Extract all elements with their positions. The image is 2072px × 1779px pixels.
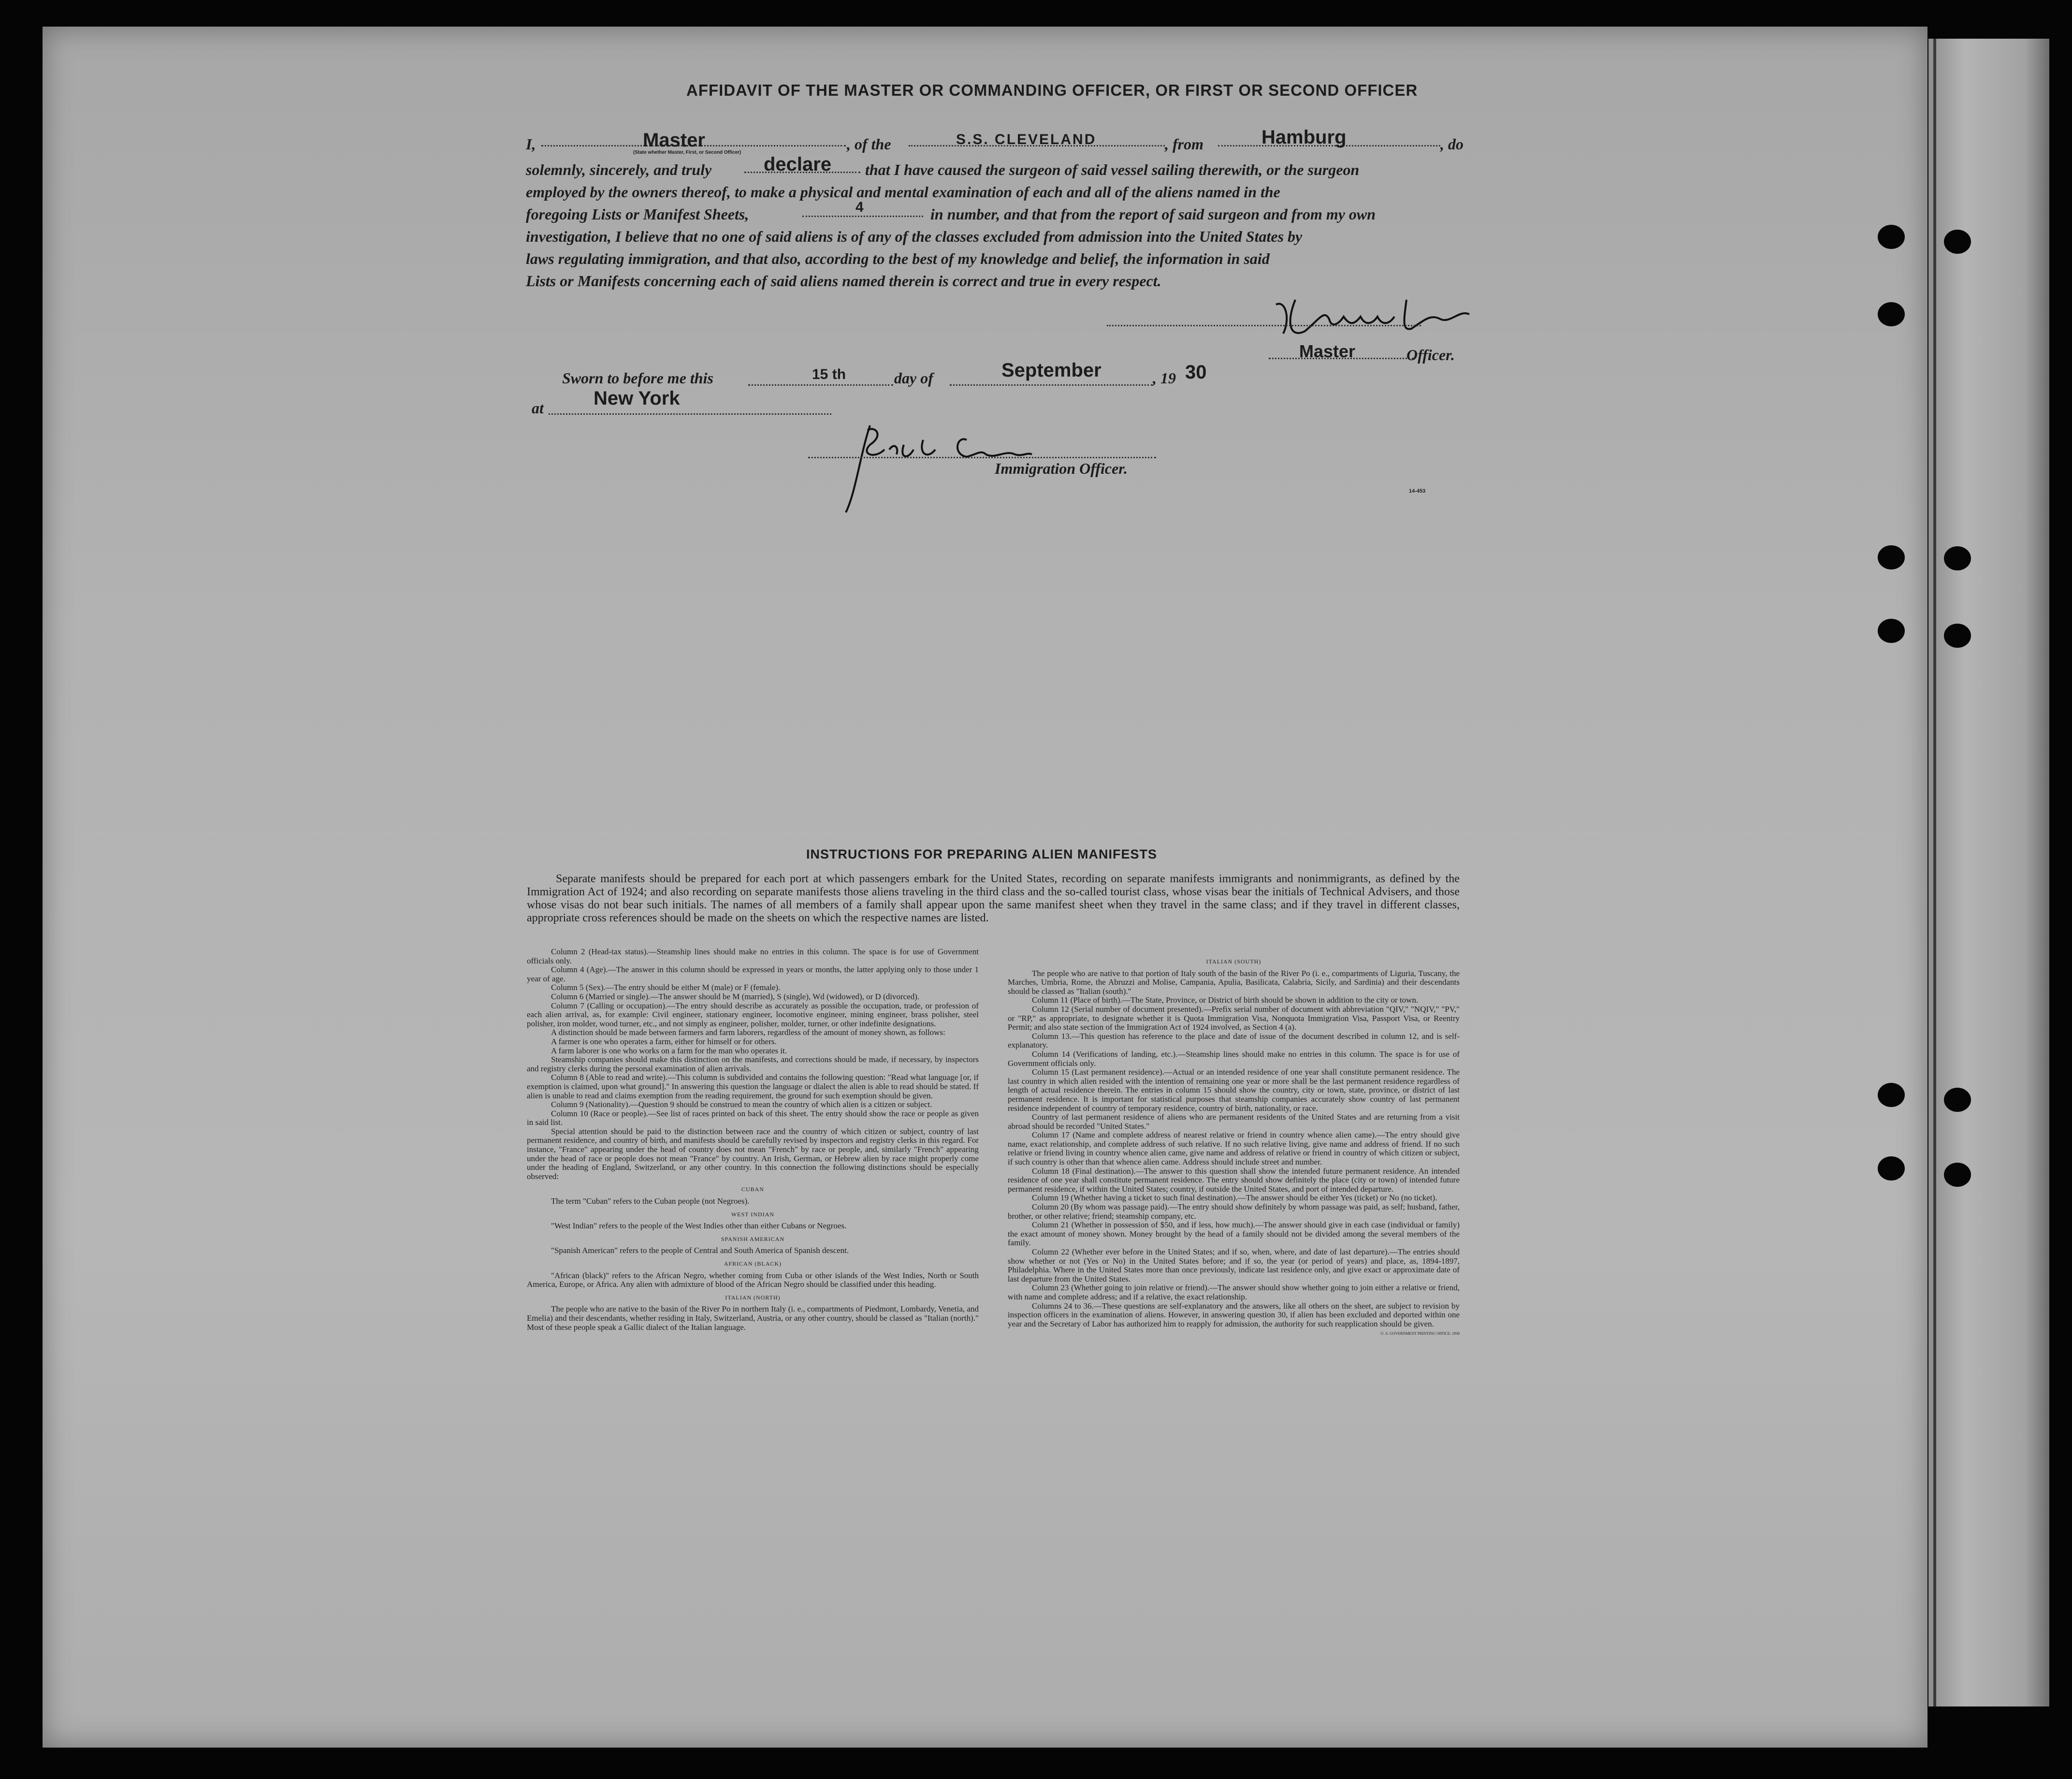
west-indian-text: "West Indian" refers to the people of the West Indies other than either Cubans or Negroes. (551, 1221, 847, 1231)
do-label: , do (1440, 135, 1463, 153)
instruction-paragraph: Country of last permanent residence of aliens who are permanent residents of the United States and are returning from a visit abroad should be recorded "United States." (1008, 1112, 1460, 1131)
instruction-paragraph: Column 10 (Race or people).—See list of races printed on back of this sheet. The entry should show the race or people as given in said list. (527, 1108, 979, 1127)
instruction-paragraph: Column 19 (Whether having a ticket to such final destination).—The answer should be either Yes (ticket) or No (no ticket). (1032, 1193, 1437, 1203)
officer-rank: Master (1299, 341, 1356, 361)
of-the-label: , of the (847, 135, 891, 153)
officer-line (1107, 325, 1421, 326)
instruction-paragraph: Column 9 (Nationality).—Question 9 should be construed to mean the country of which alien is a citizen or subject. (551, 1100, 932, 1109)
printer-imprint: U. S. GOVERNMENT PRINTING OFFICE: 1930 (1380, 1331, 1460, 1336)
instruction-paragraph: Column 15 (Last permanent residence).—Actual or an intended residence of one year shall constitute permanent residence. The last country in which alien resided with the intention of remaining one year or more shall be the last permanent residence regardless of length of actual residence therein. The entries in column 15 should show the country, city or town, state, province, or district of last permanent residence. It is important for statistical purposes that steamship companies accurately show country of last permanent residence independent of country of temporary residence, country of birth, nationality, or race. (1008, 1067, 1460, 1113)
punch-hole (1878, 545, 1905, 569)
master-signature (1266, 290, 1479, 348)
sworn-day: 15 th (812, 366, 846, 382)
instructions-title: INSTRUCTIONS FOR PREPARING ALIEN MANIFESTS (806, 847, 1158, 861)
day-of-label: day of (894, 369, 933, 387)
immigration-officer-label: Immigration Officer. (995, 460, 1128, 477)
rank-value: Master (643, 130, 705, 151)
instruction-paragraph: A farm laborer is one who works on a farm for the man who operates it. (551, 1046, 787, 1055)
binding-edge (1933, 39, 1936, 1706)
at-label: at (532, 399, 544, 417)
form-number: 14-453 (1409, 488, 1426, 494)
sworn-month: September (1001, 360, 1101, 381)
instruction-paragraph: Column 20 (By whom was passage paid).—The entry should show definitely by whom passage was paid, as self; husband, father, brother, or other relative; friend; steamship company, etc. (1008, 1202, 1460, 1221)
ship-name: S.S. CLEVELAND (956, 131, 1097, 147)
day-line (748, 384, 893, 386)
instruction-paragraph: Column 8 (Able to read and write).—This column is subdivided and contains the following question: "Read what language [or, if exemption is claimed, upon what ground]." In answering this question the language or dialect the alien is able to read should be stated. If alien is unable to read and claims exemption from the reading requirement, the ground for such exemption should be given. (527, 1073, 979, 1100)
declare-value: declare (764, 154, 832, 175)
instruction-paragraph: Column 7 (Calling or occupation).—The entry should describe as accurately as possible the occupation, trade, or profession of each alien arrival, as, for example: Civil engineer, stationary engineer, locomotive engineer, mining engineer, brass polisher, steel polisher, iron molder, wood turner, etc., and not simply as engineer, polisher, molder, turner, or other indefinite designations. (527, 1001, 979, 1028)
sheets-line (802, 216, 923, 217)
instruction-paragraph: A farmer is one who operates a farm, either for himself or for others. (551, 1036, 777, 1046)
affidavit-text-3b: in number, and that from the report of said surgeon and from my own (930, 205, 1376, 223)
affidavit-text-4: investigation, I believe that no one of said aliens is of any of the classes excluded from admission into the United States by (526, 228, 1303, 245)
sworn-place: New York (594, 388, 680, 409)
punch-hole (1944, 230, 1971, 254)
instruction-paragraph: Column 14 (Verifications of landing, etc.).—Steamship lines should make no entries in this column. The space is for use of Government officials only. (1008, 1049, 1460, 1068)
punch-hole (1878, 1083, 1905, 1107)
sworn-year: 30 (1185, 362, 1207, 383)
punch-hole (1878, 619, 1905, 643)
punch-hole (1878, 1156, 1905, 1181)
affidavit-text-1: that I have caused the surgeon of said vessel sailing therewith, or the surgeon (865, 161, 1360, 178)
instruction-paragraph: Column 6 (Married or single).—The answer should be M (married), S (single), Wd (widowed), or D (divorced). (551, 992, 920, 1001)
instruction-paragraph: Column 18 (Final destination).—The answer to this question shall show the intended future permanent residence. An intended residence of one year shall constitute permanent residence. The entry should show definitely the place (city or town) of intended future permanent residence, if within the United States; country, if outside the United States, and port of intended departure. (1008, 1166, 1460, 1194)
month-line (950, 384, 1153, 386)
spanish-american-text: "Spanish American" refers to the people of Central and South America of Spanish descent. (551, 1246, 849, 1255)
african-heading: AFRICAN (BLACK) (724, 1260, 782, 1267)
instruction-paragraph: Columns 24 to 36.—These questions are self-explanatory and the answers, like all others on the sheet, are subject to revision by inspection officers in the examination of aliens. However, in answering question 30, if alien has been excluded and deported within one year and the Secretary of Labor has authorized him to reapply for admission, the authority for such reapplication should be given. (1008, 1301, 1460, 1328)
i-label: I, (526, 135, 536, 153)
instruction-paragraph: A distinction should be made between farmers and farm laborers, regardless of the amount of money shown, as follows: (551, 1028, 945, 1037)
affidavit-text-5: laws regulating immigration, and that also, according to the best of my knowledge and belief, the information in said (526, 250, 1270, 267)
punch-hole (1944, 1088, 1971, 1112)
instruction-paragraph: The people who are native to that portion of Italy south of the basin of the River Po (i. e., compartments of Liguria, Tuscany, the Marches, Umbria, Rome, the Abruzzi and Molise, Campania, Apulia, Basilicata, Calabria, Sicily, and Sardinia) and their descendants should be classed as "Italian (south)." (1008, 968, 1460, 996)
instruction-paragraph: Column 12 (Serial number of document presented).—Prefix serial number of document with abbreviation "QIV," "NQIV," "PV," or "RP," as appropriate, to designate whether it is Quota Immigration Visa, Nonquota Immigration Visa, Passport Visa, or Reentry Permit; and also state section of the Immigration Act of 1924 involved, as Section 4 (a). (1008, 1004, 1460, 1032)
sheets-value: 4 (855, 199, 864, 215)
place-line (549, 413, 831, 415)
instructions-intro: Separate manifests should be prepared for each port at which passengers embark for the United States, recording on separate manifests immigrants and nonimmigrants, as defined by the Immigration Act of 1924; and also recording on separate manifests those aliens traveling in the third class and the so-called tourist class, whose visas bear the initials of Technical Advisers, and those whose visas do not bear such initials. The names of all members of a family shall appear upon the same manifest sheet when they travel in the same class; and if they travel in different classes, appropriate cross references should be made on the sheets on which the respective names are listed. (527, 873, 1460, 924)
instruction-paragraph: Column 11 (Place of birth).—The State, Province, or District of birth should be shown in addition to the city or town. (1032, 995, 1419, 1005)
instruction-paragraph: Column 21 (Whether in possession of $50, and if less, how much).—The answer should give in each case (individual or family) the exact amount of money shown. Money brought by the head of a family should not be divided among the several members of the family. (1008, 1220, 1460, 1248)
punch-hole (1944, 1163, 1971, 1187)
affidavit-title: AFFIDAVIT OF THE MASTER OR COMMANDING OFFICER, OR FIRST OR SECOND OFFICER (686, 81, 1418, 99)
affidavit-text-6: Lists or Manifests concerning each of said aliens named therein is correct and true in every respect. (526, 272, 1161, 290)
west-indian-heading: WEST INDIAN (731, 1210, 775, 1218)
from-label: , from (1165, 135, 1203, 153)
cuban-text: The term "Cuban" refers to the Cuban people (not Negroes). (551, 1196, 750, 1206)
instruction-paragraph: Column 22 (Whether ever before in the United States; and if so, when, where, and date of last departure).—The entries should show whether or not (Yes or No) in the United States before; and if so, the year (or period of years) and place, as, 1894-1897, Philadelphia. Where in the United States more than once previously, indicate last residence only, and give exact or approximate date of last departure from the United States. (1008, 1247, 1460, 1283)
punch-hole (1944, 546, 1971, 570)
italian-south-heading: ITALIAN (SOUTH) (1206, 958, 1261, 965)
instruction-paragraph: Column 13.—This question has reference to the place and date of issue of the document described in column 12, and is self-explanatory. (1008, 1031, 1460, 1050)
affidavit-text-3a: foregoing Lists or Manifest Sheets, (526, 205, 749, 223)
spanish-american-heading: SPANISH AMERICAN (721, 1235, 785, 1242)
african-text: "African (black)" refers to the African Negro, whether coming from Cuba or other islands of the West Indies, North or South America, Europe, or Africa. Any alien with admixture of blood of the African Negro should be classified under this heading. (527, 1270, 979, 1289)
sworn-label: Sworn to before me this (562, 369, 713, 387)
punch-hole (1944, 624, 1971, 648)
punch-hole (1878, 302, 1905, 326)
solemnly-label: solemnly, sincerely, and truly (526, 161, 712, 178)
year-prefix: , 19 (1153, 369, 1176, 387)
instruction-paragraph: Column 5 (Sex).—The entry should be either M (male) or F (female). (551, 983, 781, 992)
port-name: Hamburg (1261, 127, 1347, 148)
rank-note: (State whether Master, First, or Second Officer) (633, 150, 741, 155)
affidavit-text-2: employed by the owners thereof, to make a physical and mental examination of each and all of the aliens named in the (526, 183, 1280, 201)
instructions-right-column (1008, 953, 1460, 1339)
cuban-heading: CUBAN (741, 1186, 764, 1193)
instruction-paragraph: Column 4 (Age).—The answer in this column should be expressed in years or months, the latter applying only to those under 1 year of age. (527, 965, 979, 983)
italian-north-heading: ITALIAN (NORTH) (725, 1294, 781, 1301)
instruction-paragraph: Column 17 (Name and complete address of nearest relative or friend in country whence alien came).—The entry should give name, exact relationship, and complete address of such relative. If no such relative living, give name and address of friend. If no such relative or friend living in country whence alien came, give name and address of relative or friend in country of which citizen or subject, if such country is other than that whence alien came. Address should include street and number. (1008, 1130, 1460, 1167)
instruction-paragraph: Steamship companies should make this distinction on the manifests, and corrections should be made, if necessary, by inspectors and registry clerks during the personal examination of alien arrivals. (527, 1055, 979, 1073)
instruction-paragraph: Special attention should be paid to the distinction between race and the country of which citizen or subject, country of last permanent residence, and country of birth, and manifests should be carefully revised by inspectors and registry clerks in this regard. For instance, "France" appearing under the head of country does not mean "French" by race or people, and, similarly "French" appearing under the head of race or people does not mean "France" by country. An Irish, German, or Hebrew alien by race might properly come under the heading of England, Switzerland, or any other country. In this connection the following distinctions should be especially observed: (527, 1126, 979, 1181)
italian-north-text: The people who are native to the basin of the River Po in northern Italy (i. e., compartments of Piedmont, Lombardy, Venetia, and Emelia) and their descendants, whether residing in Italy, Switzerland, Austria, or any other country, should be classed as "Italian (north)." Most of these people speak a Gallic dialect of the Italian language. (527, 1304, 979, 1332)
instructions-left-column (527, 948, 979, 1332)
punch-hole (1878, 225, 1905, 249)
instruction-paragraph: Column 2 (Head-tax status).—Steamship lines should make no entries in this column. The space is for use of Government officials only. (527, 947, 979, 965)
binding-strip (1928, 39, 2049, 1706)
officer-label: Officer. (1406, 346, 1455, 364)
instruction-paragraph: Column 23 (Whether going to join relative or friend).—The answer should show whether going to join either a relative or friend, with name and complete address; and if a relative, the exact relationship. (1008, 1283, 1460, 1301)
